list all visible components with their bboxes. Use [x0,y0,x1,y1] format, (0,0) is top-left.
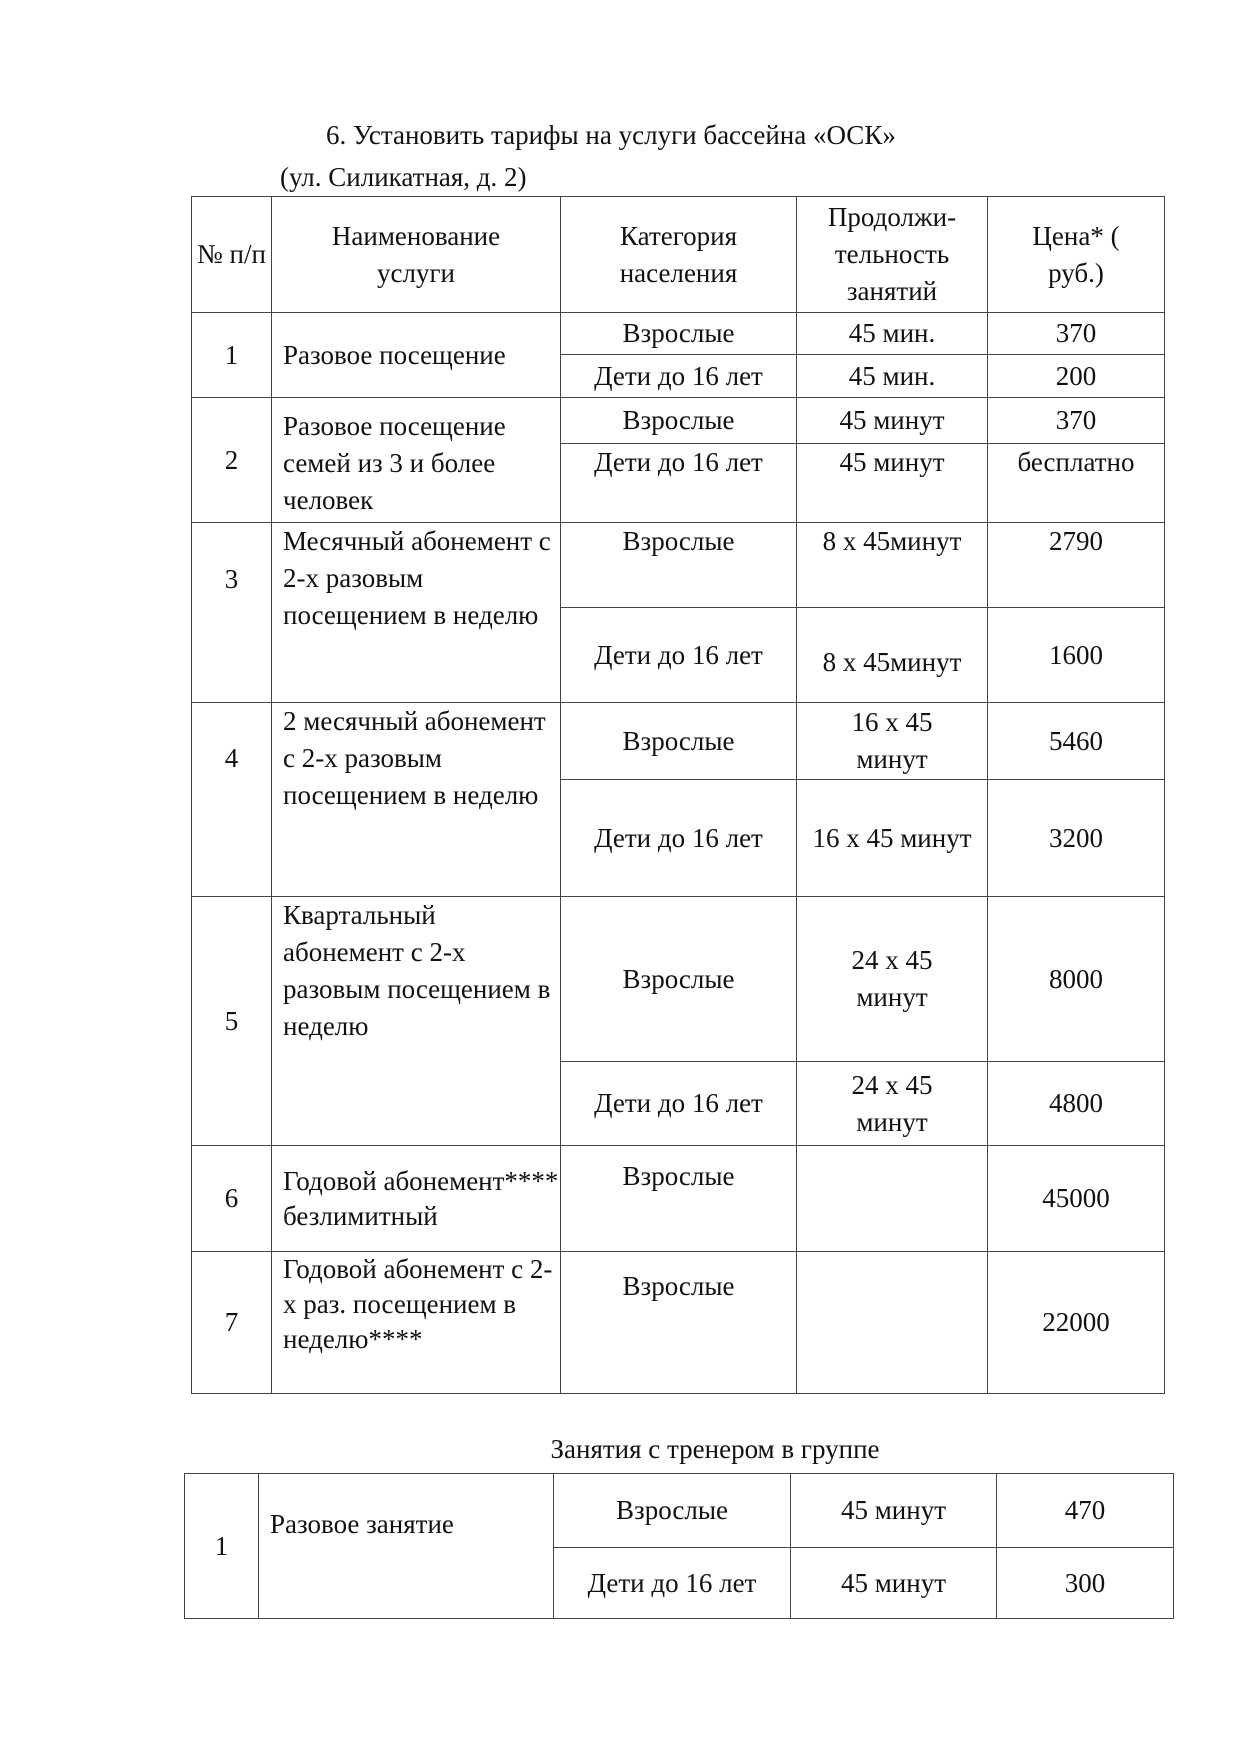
row-num: 7 [192,1252,272,1394]
header-num: № п/п [192,197,272,313]
row-num: 2 [192,398,272,523]
row-duration: 8 х 45минут [797,608,988,703]
row-price: 22000 [988,1252,1165,1394]
row-category: Взрослые [561,313,797,355]
row-price: 45000 [988,1146,1165,1252]
row-num: 1 [192,313,272,398]
row-duration: 24 х 45 минут [797,897,988,1062]
row-num: 6 [192,1146,272,1252]
row-price: 200 [988,355,1165,398]
row-category: Взрослые [561,1146,797,1252]
row-category: Дети до 16 лет [554,1548,791,1619]
row-duration: 24 х 45 минут [797,1062,988,1146]
row-category: Дети до 16 лет [561,1062,797,1146]
table-row [192,897,1165,1062]
row-category: Дети до 16 лет [561,608,797,703]
row-service: Разовое посещение семей из 3 и более человек [272,398,561,523]
row-category: Дети до 16 лет [561,444,797,523]
row-price: 5460 [988,703,1165,780]
row-category: Взрослые [561,897,797,1062]
row-duration: 45 минут [797,398,988,444]
section-title: Занятия с тренером в группе [550,1434,880,1464]
table-row [192,1252,1165,1394]
row-price: 2790 [988,523,1165,608]
row-price: 370 [988,313,1165,355]
row-category: Взрослые [561,1252,797,1394]
row-duration: 45 мин. [797,355,988,398]
row-duration: 8 х 45минут [797,523,988,608]
row-service: 2 месячный абонемент с 2-х разовым посещением в неделю [272,703,561,897]
row-duration [797,1252,988,1394]
header-duration: Продолжи-тельность занятий [797,197,988,313]
row-num: 1 [185,1474,259,1619]
header-price: Цена* ( руб.) [988,197,1165,313]
row-category: Дети до 16 лет [561,355,797,398]
row-price: 1600 [988,608,1165,703]
row-price: 370 [988,398,1165,444]
row-num: 5 [192,897,272,1146]
row-category: Взрослые [554,1474,791,1548]
table-header-row [192,197,1165,313]
row-price: 470 [997,1474,1174,1548]
row-category: Взрослые [561,398,797,444]
row-service: Месячный абонемент с 2-х разовым посещением в неделю [272,523,561,703]
heading-line-1: 6. Установить тарифы на услуги бассейна «ОСК» [326,120,896,150]
row-category: Дети до 16 лет [561,780,797,897]
row-num: 3 [192,523,272,703]
row-duration: 16 х 45 минут [797,780,988,897]
header-service: Наименование услуги [272,197,561,313]
row-price: 3200 [988,780,1165,897]
row-price: 4800 [988,1062,1165,1146]
row-duration [797,1146,988,1252]
row-category: Взрослые [561,523,797,608]
row-service: Разовое посещение [272,313,561,398]
row-service: Годовой абонемент с 2-х раз. посещением в неделю**** [272,1252,561,1394]
row-price: бесплатно [988,444,1165,523]
row-duration: 45 мин. [797,313,988,355]
row-category: Взрослые [561,703,797,780]
table-row [192,523,1165,608]
row-duration: 45 минут [791,1474,997,1548]
table-row [192,313,1165,355]
row-service: Годовой абонемент**** безлимитный [272,1146,561,1252]
row-price: 8000 [988,897,1165,1062]
table-row [192,703,1165,780]
table-row [192,398,1165,444]
row-service: Квартальный абонемент с 2-х разовым посещением в неделю [272,897,561,1146]
table-row [192,1146,1165,1252]
row-duration: 45 минут [797,444,988,523]
row-service: Разовое занятие [259,1474,554,1619]
row-duration: 16 х 45 минут [797,703,988,780]
row-price: 300 [997,1548,1174,1619]
row-duration: 45 минут [791,1548,997,1619]
row-num: 4 [192,703,272,897]
heading-line-2: (ул. Силикатная, д. 2) [280,162,527,192]
tariff-table [191,196,1165,1394]
table-row [185,1474,1174,1548]
header-category: Категория населения [561,197,797,313]
trainer-table [184,1473,1174,1619]
